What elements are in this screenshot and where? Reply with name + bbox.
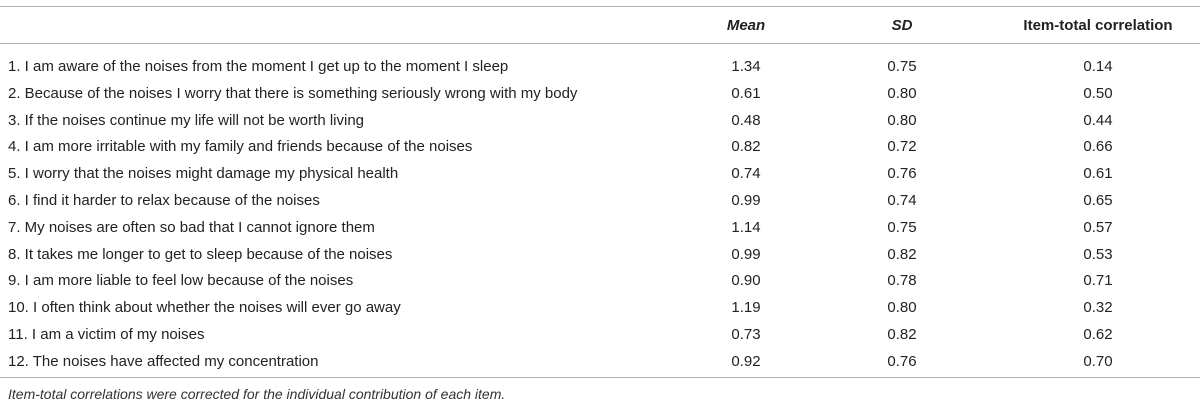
sd-value: 0.80 <box>887 84 917 102</box>
item-total-correlation-value: 0.50 <box>1083 84 1113 102</box>
mean-value: 0.92 <box>731 352 761 370</box>
table-row <box>0 295 1200 322</box>
sd-value: 0.76 <box>887 165 917 183</box>
sd-value: 0.75 <box>887 58 917 75</box>
table-row <box>0 242 1200 269</box>
sd-value: 0.74 <box>887 191 917 209</box>
table-row <box>0 108 1200 135</box>
item-text: 8. It takes me longer to get to sleep because of the noises <box>8 245 393 263</box>
table-header-rule <box>0 43 1200 44</box>
table-row <box>0 81 1200 108</box>
item-total-correlation-value: 0.71 <box>1083 272 1113 290</box>
item-total-correlation-value: 0.61 <box>1083 165 1113 183</box>
item-text: 10. I often think about whether the noises will ever go away <box>8 299 401 317</box>
item-text: 9. I am more liable to feel low because of the noises <box>8 272 354 290</box>
table-row <box>0 215 1200 242</box>
sd-value: 0.75 <box>887 218 917 236</box>
item-text: 3. If the noises continue my life will not be worth living <box>8 111 365 129</box>
mean-value: 0.99 <box>731 191 761 209</box>
mean-value: 0.48 <box>731 111 761 129</box>
item-text: 5. I worry that the noises might damage my physical health <box>8 165 399 183</box>
mean-value: 0.82 <box>731 138 761 156</box>
sd-value: 0.82 <box>887 245 917 263</box>
mean-value: 0.73 <box>731 325 761 343</box>
item-total-correlation-value: 0.57 <box>1083 218 1113 236</box>
item-text: 7. My noises are often so bad that I cannot ignore them <box>8 218 375 236</box>
table-bottom-rule <box>0 377 1200 378</box>
column-header-sd: SD <box>891 17 913 34</box>
item-text: 4. I am more irritable with my family and friends because of the noises <box>8 138 473 156</box>
table-footnote: Item-total correlations were corrected for the individual contribution of each item. <box>8 386 506 402</box>
mean-value: 0.90 <box>731 272 761 290</box>
mean-value: 1.34 <box>731 58 761 75</box>
item-text: 12. The noises have affected my concentration <box>8 352 319 370</box>
column-header-item-total-correlation: Item-total correlation <box>1023 17 1173 34</box>
item-total-correlation-value: 0.62 <box>1083 325 1113 343</box>
table-top-rule <box>0 6 1200 7</box>
sd-value: 0.80 <box>887 299 917 317</box>
sd-value: 0.76 <box>887 352 917 370</box>
sd-value: 0.80 <box>887 111 917 129</box>
item-total-correlation-value: 0.70 <box>1083 352 1113 370</box>
item-text: 6. I find it harder to relax because of the noises <box>8 191 320 209</box>
item-text: 2. Because of the noises I worry that there is something seriously wrong with my body <box>8 84 578 102</box>
table-row <box>0 134 1200 161</box>
sd-value: 0.82 <box>887 325 917 343</box>
table-row <box>0 322 1200 349</box>
item-total-correlation-value: 0.32 <box>1083 299 1113 317</box>
mean-value: 0.74 <box>731 165 761 183</box>
table-row <box>0 161 1200 188</box>
table-body <box>0 54 1200 376</box>
table-row <box>0 188 1200 215</box>
item-text: 11. I am a victim of my noises <box>8 325 205 343</box>
item-total-correlation-value: 0.66 <box>1083 138 1113 156</box>
table-row <box>0 54 1200 81</box>
mean-value: 1.14 <box>731 218 761 236</box>
item-text: 1. I am aware of the noises from the moment I get up to the moment I sleep <box>8 58 509 75</box>
table-row <box>0 268 1200 295</box>
item-total-correlation-value: 0.44 <box>1083 111 1113 129</box>
item-total-correlation-value: 0.53 <box>1083 245 1113 263</box>
mean-value: 0.99 <box>731 245 761 263</box>
item-total-correlation-value: 0.65 <box>1083 191 1113 209</box>
mean-value: 0.61 <box>731 84 761 102</box>
column-header-mean: Mean <box>726 17 766 34</box>
mean-value: 1.19 <box>731 299 761 317</box>
sd-value: 0.72 <box>887 138 917 156</box>
sd-value: 0.78 <box>887 272 917 290</box>
item-total-correlation-value: 0.14 <box>1083 58 1113 75</box>
table-row <box>0 349 1200 376</box>
